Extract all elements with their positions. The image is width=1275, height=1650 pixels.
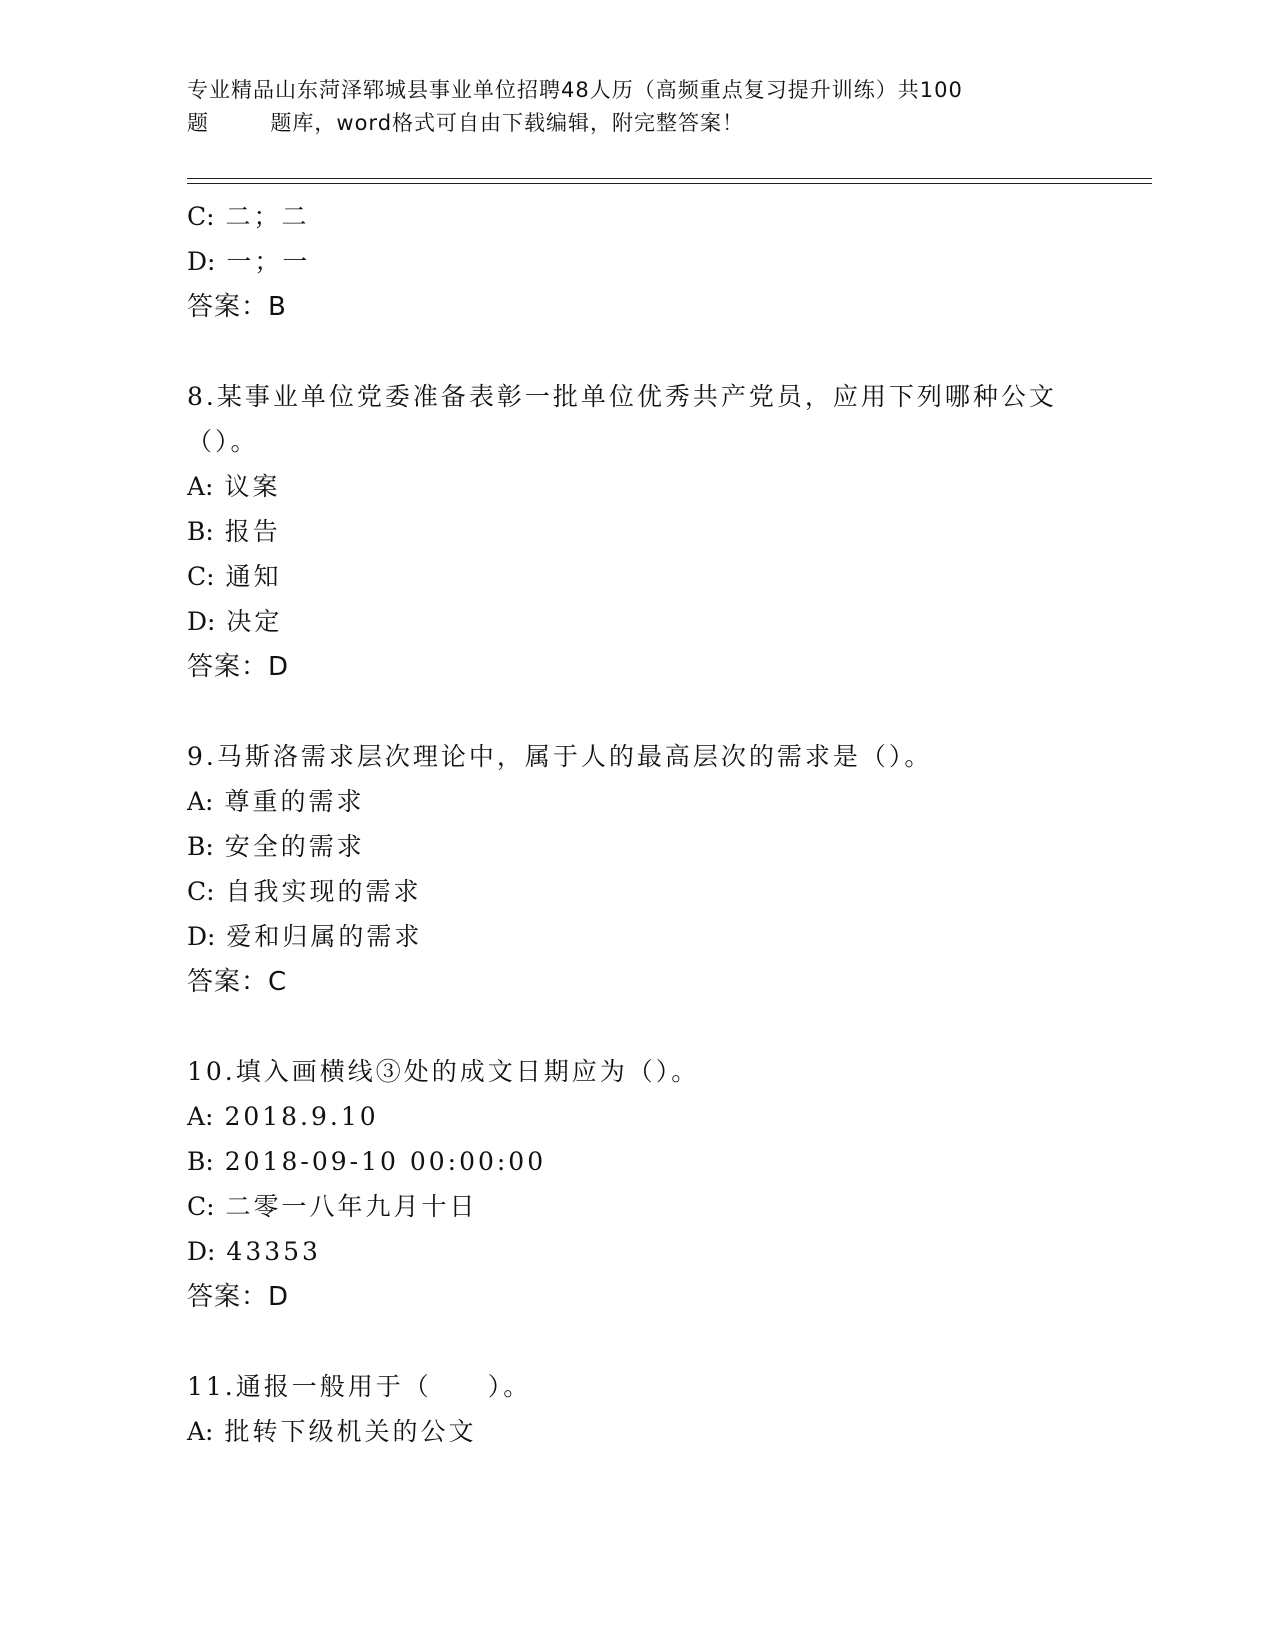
option-b: B: 报告 (187, 517, 281, 546)
question-stem: 10.填入画横线③处的成文日期应为（）。 (187, 1057, 700, 1086)
header-line-2: 题 题库，word格式可自由下载编辑，附完整答案！ (187, 111, 745, 135)
option-d: D: 决定 (187, 607, 283, 636)
document-header (187, 74, 1087, 140)
header-divider-bottom (187, 183, 1152, 184)
answer-line (187, 284, 1087, 330)
answer-label: 答案： (187, 652, 269, 682)
answer-label: 答案： (187, 292, 269, 322)
option-b: B: 安全的需求 (187, 832, 365, 861)
answer-line (187, 1274, 1087, 1320)
option-c: C: 二；二 (187, 202, 310, 231)
answer-value: D (268, 652, 290, 682)
option-d: D: 爱和归属的需求 (187, 922, 423, 951)
question-stem: 8.某事业单位党委准备表彰一批单位优秀共产党员，应用下列哪种公文（）。 (187, 382, 1057, 456)
answer-value: B (268, 292, 287, 322)
header-line-1: 专业精品山东菏泽郓城县事业单位招聘48人历（高频重点复习提升训练）共100 (187, 78, 963, 102)
answer-line (187, 644, 1087, 690)
answer-value: C (268, 967, 288, 997)
question-9 (187, 734, 1087, 1005)
option-a: A: 批转下级机关的公文 (187, 1417, 477, 1446)
question-stem: 11.通报一般用于（ ）。 (187, 1372, 532, 1401)
answer-line (187, 959, 1087, 1005)
question-7-continued (187, 194, 1087, 330)
option-d: D: 43353 (187, 1237, 321, 1266)
answer-label: 答案： (187, 967, 269, 997)
question-11 (187, 1364, 1087, 1454)
option-a: A: 2018.9.10 (187, 1102, 379, 1131)
question-list (187, 194, 1087, 1454)
question-8 (187, 374, 1087, 690)
option-d: D: 一；一 (187, 247, 311, 276)
option-c: C: 自我实现的需求 (187, 877, 422, 906)
answer-value: D (268, 1282, 290, 1312)
question-stem: 9.马斯洛需求层次理论中，属于人的最高层次的需求是（）。 (187, 742, 933, 771)
option-a: A: 尊重的需求 (187, 787, 365, 816)
question-10 (187, 1049, 1087, 1320)
option-c: C: 通知 (187, 562, 282, 591)
option-c: C: 二零一八年九月十日 (187, 1192, 478, 1221)
answer-label: 答案： (187, 1282, 269, 1312)
header-divider-top (187, 178, 1152, 179)
option-b: B: 2018-09-10 00:00:00 (187, 1147, 547, 1176)
option-a: A: 议案 (187, 472, 281, 501)
